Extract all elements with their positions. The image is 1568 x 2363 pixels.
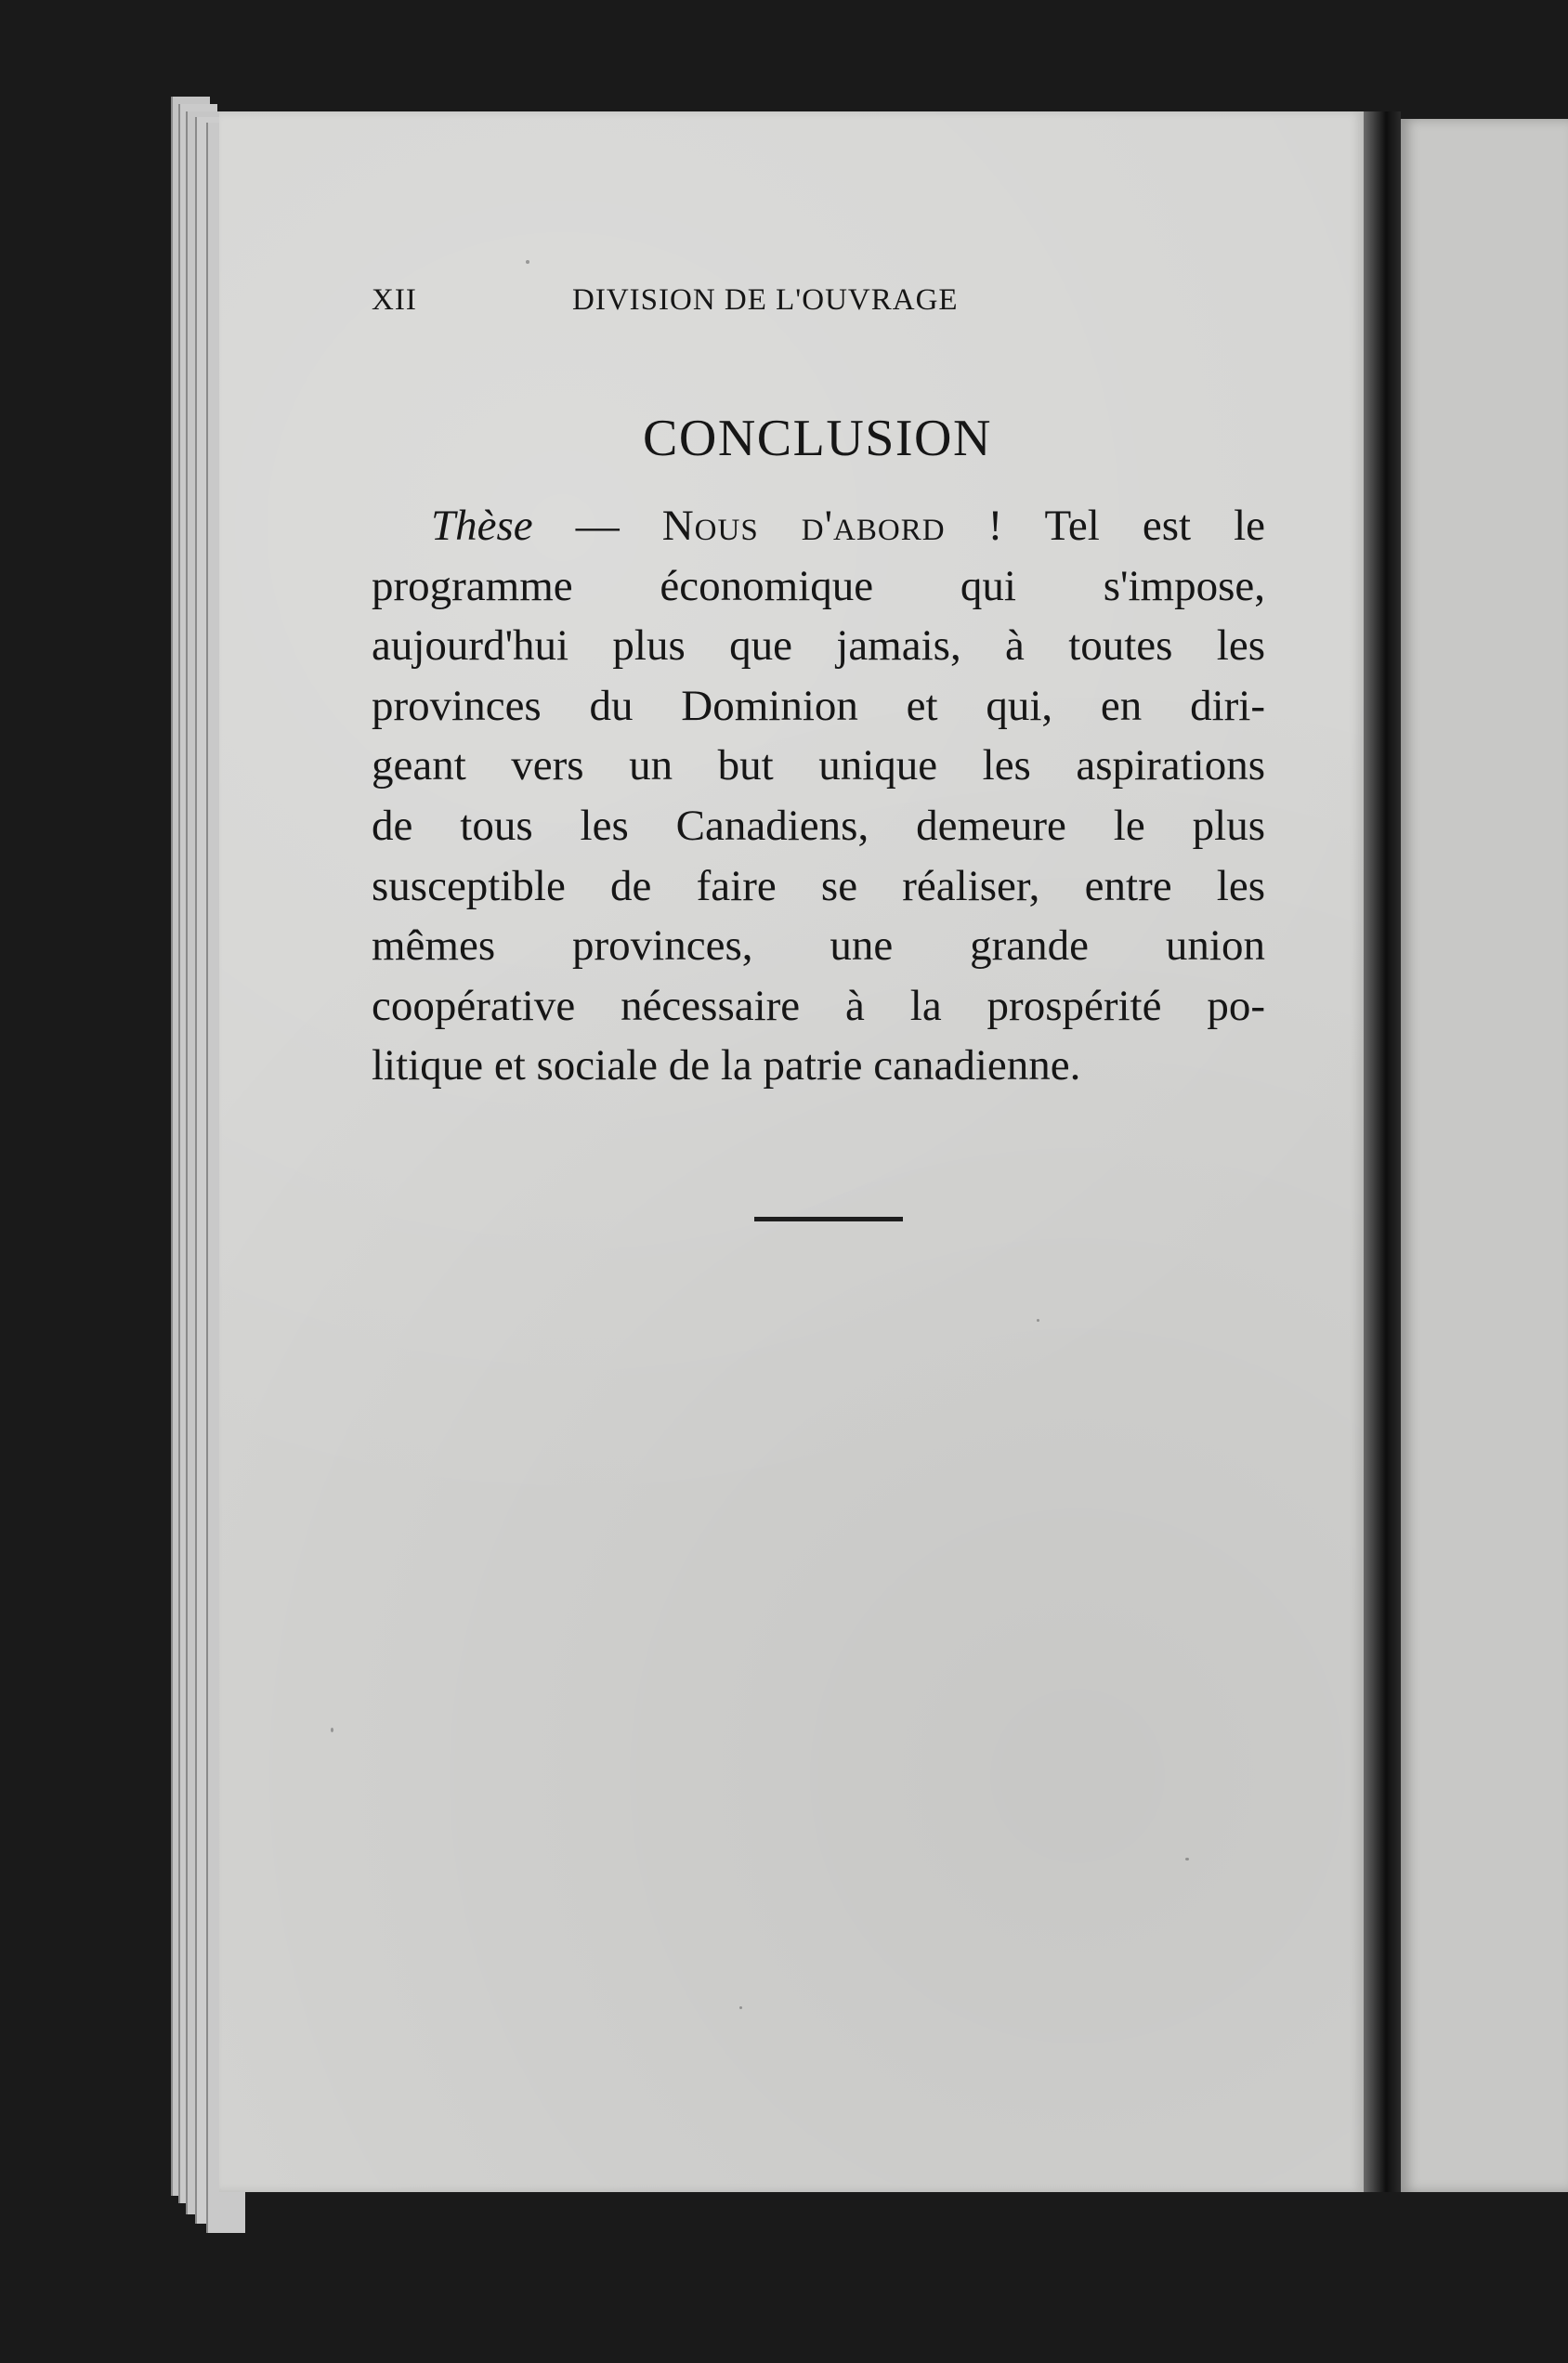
paragraph-line: litique et sociale de la patrie canadienne. [372, 1041, 1081, 1090]
paragraph-line: provinces du Dominion et qui, en diri- [372, 681, 1265, 730]
running-title: DIVISION DE L'OUVRAGE [572, 283, 959, 317]
em-dash: — [532, 502, 662, 550]
paper-speck [331, 1728, 333, 1732]
paper-speck [526, 260, 529, 264]
page-number: XII [372, 283, 417, 317]
paragraph-line: programme économique qui s'impose, [372, 561, 1265, 610]
paper-speck [1037, 1319, 1039, 1322]
body-paragraph [372, 496, 1265, 1096]
running-head [372, 283, 1263, 330]
paragraph-line: de tous les Canadiens, demeure le plus [372, 801, 1265, 850]
paper-speck [1185, 1858, 1189, 1860]
motto-second-word: d'abord [801, 502, 946, 550]
paragraph-line: geant vers un but unique les aspirations [372, 741, 1265, 790]
paragraph-line: mêmes provinces, une grande union [372, 921, 1265, 971]
these-label: Thèse [431, 502, 533, 550]
motto-first-word: Nous [661, 502, 759, 550]
paragraph-line: aujourd'hui plus que jamais, à toutes les [372, 621, 1265, 671]
section-title: CONCLUSION [643, 410, 992, 467]
paper-speck [739, 2006, 742, 2009]
book-gutter [1364, 111, 1401, 2192]
first-line-rest: ! Tel est le [945, 502, 1266, 550]
paragraph-line: coopérative nécessaire à la prospérité po- [372, 981, 1265, 1030]
paragraph-first-line [372, 496, 1265, 556]
paragraph-line: susceptible de faire se réaliser, entre les [372, 861, 1265, 910]
section-divider-rule [754, 1217, 903, 1221]
facing-page [1401, 119, 1568, 2192]
